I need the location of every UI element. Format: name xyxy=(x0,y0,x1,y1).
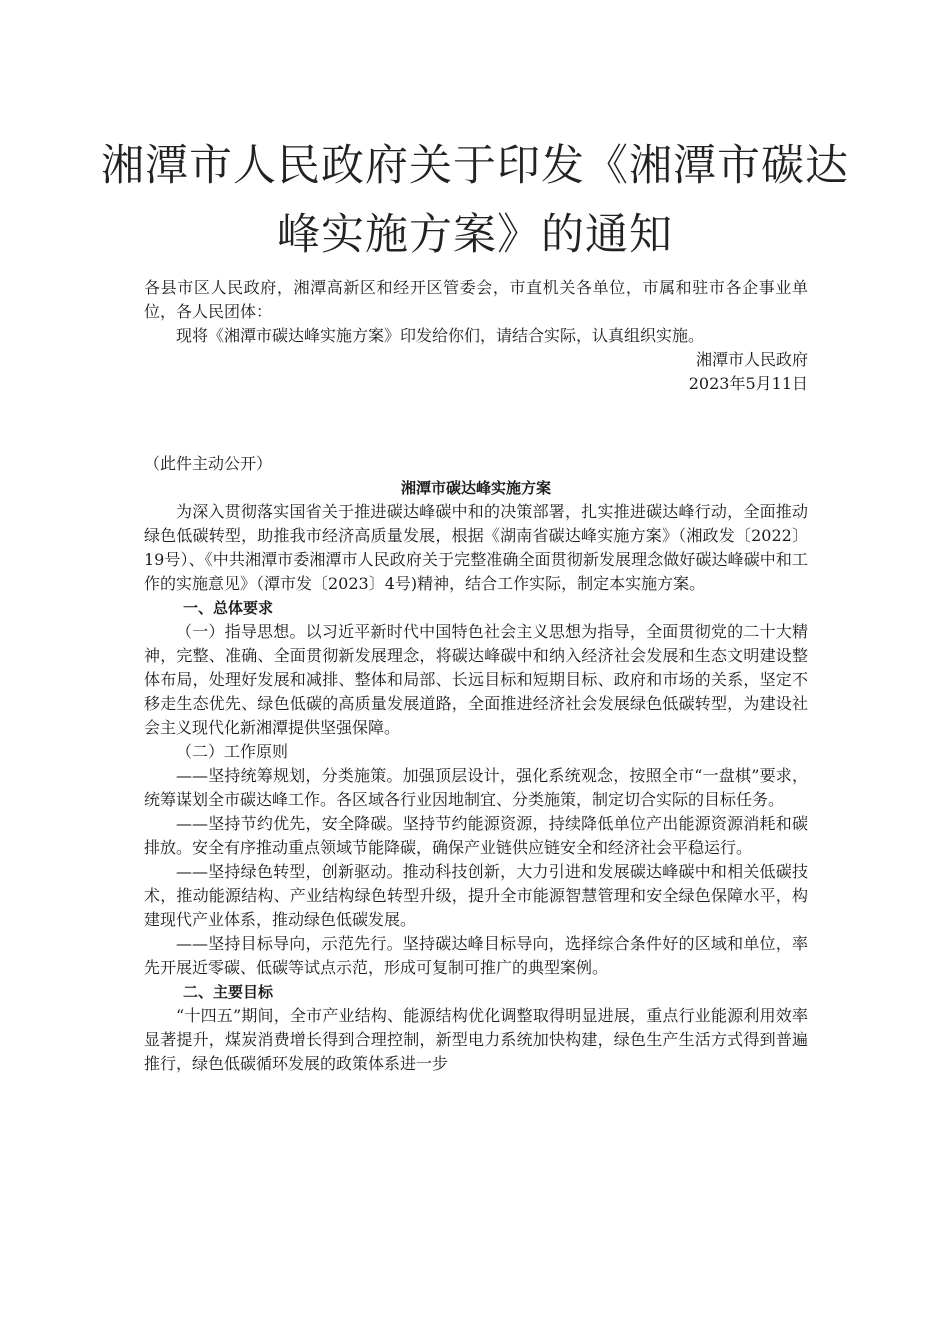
section-heading-2: 二、主要目标 xyxy=(183,983,274,1001)
issue-date: 2023年5月11日 xyxy=(688,374,808,393)
notice-block xyxy=(144,324,808,348)
recipients-block xyxy=(144,276,808,324)
principle-item: ——坚持目标导向，示范先行。坚持碳达峰目标导向，选择综合条件好的区域和单位，率先开展近零碳、低碳等试点示范，形成可复制可推广的典型案例。 xyxy=(144,934,808,977)
disclosure-note: （此件主动公开） xyxy=(144,454,273,473)
recipients-text: 各县市区人民政府，湘潭高新区和经开区管委会，市直机关各单位，市属和驻市各企事业单位，各人民团体： xyxy=(144,278,808,321)
principle-item: ——坚持节约优先，安全降碳。坚持节约能源资源，持续降低单位产出能源资源消耗和碳排放。安全有序推动重点领域节能降碳，确保产业链供应链安全和经济社会平稳运行。 xyxy=(144,814,808,857)
signature-block xyxy=(144,348,808,396)
notice-text: 现将《湘潭市碳达峰实施方案》印发给你们，请结合实际，认真组织实施。 xyxy=(176,326,705,345)
plan-intro: 为深入贯彻落实国省关于推进碳达峰碳中和的决策部署，扎实推进碳达峰行动，全面推动绿色低碳转型，助推我市经济高质量发展，根据《湖南省碳达峰实施方案》（湘政发〔2022〕19号）、《中共湘潭市委湘潭市人民政府关于完整准确全面贯彻新发展理念做好碳达峰碳中和工作的实施意见》（潭市发〔2023〕4号)精神，结合工作实际，制定本实施方案。 xyxy=(144,502,808,593)
disclosure-block xyxy=(144,452,808,476)
guiding-ideology: （一）指导思想。以习近平新时代中国特色社会主义思想为指导，全面贯彻党的二十大精神，完整、准确、全面贯彻新发展理念，将碳达峰碳中和纳入经济社会发展和生态文明建设整体布局，处理好发展和减排、整体和局部、长远目标和短期目标、政府和市场的关系，坚定不移走生态优先、绿色低碳的高质量发展道路，全面推进经济社会发展绿色低碳转型，为建设社会主义现代化新湘潭提供坚强保障。 xyxy=(144,622,808,737)
principle-item: ——坚持统筹规划，分类施策。加强顶层设计，强化系统观念，按照全市“一盘棋”要求，统筹谋划全市碳达峰工作。各区域各行业因地制宜、分类施策，制定切合实际的目标任务。 xyxy=(144,766,808,809)
issuer-name: 湘潭市人民政府 xyxy=(695,350,808,369)
principle-item: ——坚持绿色转型，创新驱动。推动科技创新，大力引进和发展碳达峰碳中和相关低碳技术，推动能源结构、产业结构绿色转型升级，提升全市能源智慧管理和安全绿色保障水平，构建现代产业体系，推动绿色低碳发展。 xyxy=(144,862,808,929)
plan-title: 湘潭市碳达峰实施方案 xyxy=(400,479,551,497)
document-title: 湘潭市人民政府关于印发《湘潭市碳达峰实施方案》的通知 xyxy=(101,141,849,260)
main-goals: “十四五”期间，全市产业结构、能源结构优化调整取得明显进展，重点行业能源利用效率显著提升，煤炭消费增长得到合理控制，新型电力系统加快构建，绿色生产生活方式得到普遍推行，绿色低碳循环发展的政策体系进一步 xyxy=(144,1006,808,1073)
principles-heading: （二）工作原则 xyxy=(176,742,289,761)
section-heading-1: 一、总体要求 xyxy=(183,599,274,617)
plan-body xyxy=(144,476,808,1076)
